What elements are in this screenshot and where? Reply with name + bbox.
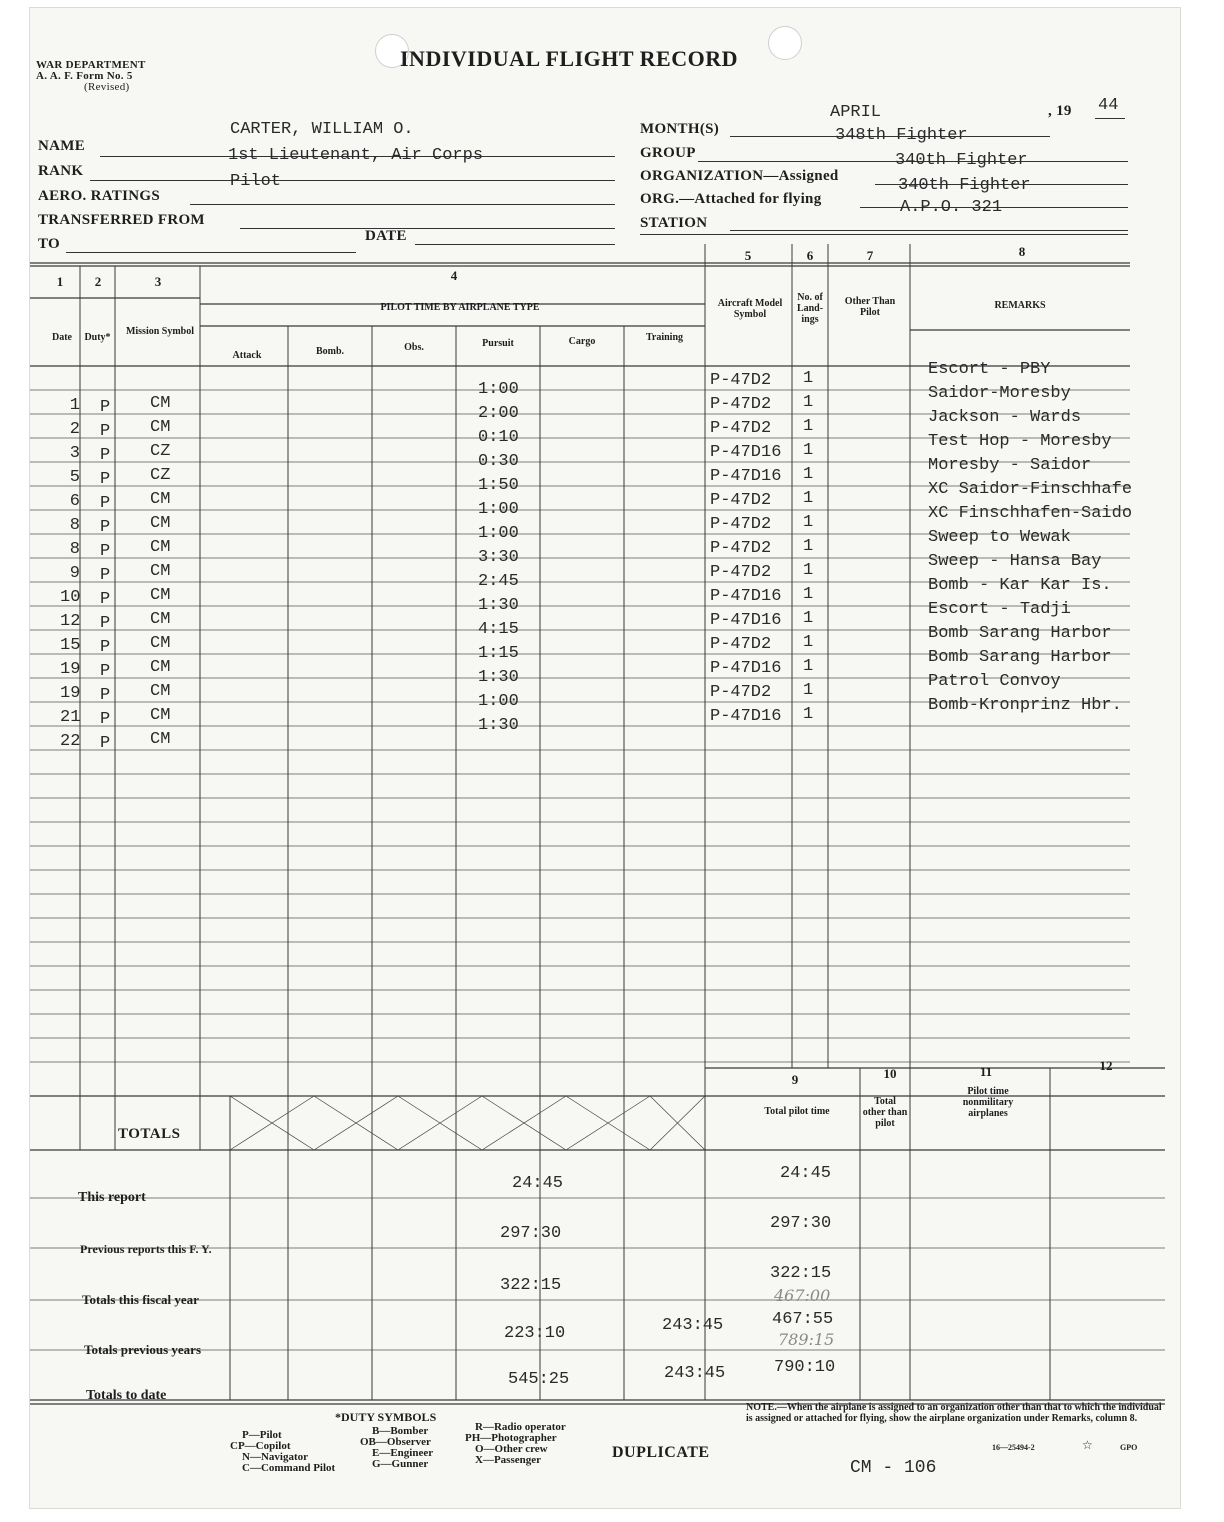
row-pursuit: 1:00 [478, 692, 519, 711]
row-aircraft: P-47D2 [710, 635, 772, 654]
col-number: 12 [1099, 1058, 1113, 1073]
group-value: 348th Fighter [835, 126, 968, 145]
org-attached-label: ORG.—Attached for flying [640, 191, 822, 207]
duplicate-label: DUPLICATE [612, 1444, 710, 1461]
duty-symbol: P—Pilot [242, 1429, 282, 1441]
row-remarks: Escort - PBY [928, 360, 1051, 379]
obs-header: Obs. [404, 342, 424, 353]
transferred-label: TRANSFERRED FROM [38, 212, 205, 228]
pilot-time-header: PILOT TIME BY AIRPLANE TYPE [380, 302, 540, 313]
row-aircraft: P-47D16 [710, 659, 782, 678]
row-landings: 1 [803, 417, 814, 436]
form-grid [30, 8, 1180, 1508]
row-aircraft: P-47D16 [710, 707, 782, 726]
totals-row-label: This report [78, 1190, 146, 1205]
row-duty: P [100, 494, 111, 513]
row-mission: CM [150, 394, 171, 413]
name-value: CARTER, WILLIAM O. [230, 120, 414, 139]
col-number: 5 [744, 248, 752, 263]
duty-symbol: CP—Copilot [230, 1440, 291, 1452]
row-remarks: Sweep - Hansa Bay [928, 552, 1102, 571]
row-mission: CM [150, 634, 171, 653]
row-duty: P [100, 734, 111, 753]
name-label: NAME [38, 138, 86, 154]
gpo-mark: GPO [1120, 1443, 1138, 1452]
row-remarks: Saidor-Moresby [928, 384, 1071, 403]
row-landings: 1 [803, 369, 814, 388]
row-pursuit: 1:00 [478, 380, 519, 399]
ratings-value: Pilot [230, 172, 282, 191]
row-date: 3 [69, 444, 80, 463]
attack-header: Attack [232, 350, 262, 361]
row-mission: CM [150, 658, 171, 677]
row-date: 8 [69, 516, 80, 535]
mission-header: Mission Symbol [125, 326, 195, 337]
totals-pursuit: 322:15 [500, 1276, 562, 1295]
duty-symbol: X—Passenger [475, 1454, 541, 1466]
row-date: 21 [60, 708, 81, 727]
row-mission: CZ [150, 442, 171, 461]
row-aircraft: P-47D2 [710, 515, 772, 534]
org-assigned-value: 340th Fighter [895, 151, 1028, 170]
totals-row-label: Totals this fiscal year [82, 1292, 199, 1307]
bomb-header: Bomb. [315, 346, 345, 357]
row-remarks: Sweep to Wewak [928, 528, 1071, 547]
totals-row-label: Previous reports this F. Y. [80, 1242, 212, 1256]
group-label: GROUP [640, 145, 696, 161]
totals-label: TOTALS [118, 1126, 181, 1142]
row-landings: 1 [803, 465, 814, 484]
row-mission: CM [150, 586, 171, 605]
row-aircraft: P-47D2 [710, 683, 772, 702]
row-duty: P [100, 686, 111, 705]
row-pursuit: 1:15 [478, 644, 519, 663]
ratings-label: AERO. RATINGS [38, 188, 160, 204]
duty-symbol: PH—Photographer [465, 1432, 557, 1444]
date-header: Date [52, 332, 72, 343]
row-duty: P [100, 710, 111, 729]
remarks-header: REMARKS [994, 300, 1046, 311]
row-aircraft: P-47D2 [710, 491, 772, 510]
row-landings: 1 [803, 489, 814, 508]
duty-symbols-col2 [360, 1426, 433, 1470]
row-pursuit: 1:00 [478, 524, 519, 543]
col-number: 3 [154, 274, 162, 289]
total-other-header: Total other than pilot [862, 1096, 908, 1129]
row-remarks: Jackson - Wards [928, 408, 1082, 427]
row-pursuit: 1:00 [478, 500, 519, 519]
row-mission: CM [150, 730, 171, 749]
row-pursuit: 1:50 [478, 476, 519, 495]
row-duty: P [100, 470, 111, 489]
row-pursuit: 2:45 [478, 572, 519, 591]
cargo-header: Cargo [568, 336, 596, 347]
training-header: Training [645, 332, 684, 343]
row-duty: P [100, 542, 111, 561]
row-remarks: Bomb - Kar Kar Is. [928, 576, 1112, 595]
totals-pilot-time: 297:30 [770, 1214, 832, 1233]
totals-pursuit: 545:25 [508, 1370, 570, 1389]
row-landings: 1 [803, 705, 814, 724]
row-landings: 1 [803, 681, 814, 700]
totals-training: 243:45 [664, 1364, 726, 1383]
col-number: 6 [806, 248, 814, 263]
row-aircraft: P-47D2 [710, 563, 772, 582]
totals-pursuit: 24:45 [512, 1174, 564, 1193]
row-pursuit: 1:30 [478, 596, 519, 615]
duty-symbol: O—Other crew [475, 1443, 548, 1455]
date-label: DATE [365, 228, 407, 244]
row-date: 9 [69, 564, 80, 583]
row-landings: 1 [803, 561, 814, 580]
row-date: 19 [60, 660, 81, 679]
row-duty: P [100, 590, 111, 609]
row-date: 1 [69, 396, 80, 415]
row-duty: P [100, 422, 111, 441]
row-duty: P [100, 398, 111, 417]
rank-value: 1st Lieutenant, Air Corps [228, 146, 484, 165]
row-pursuit: 1:30 [478, 716, 519, 735]
col-number: 11 [979, 1064, 993, 1079]
row-date: 2 [69, 420, 80, 439]
row-mission: CM [150, 682, 171, 701]
station-label: STATION [640, 215, 708, 231]
row-pursuit: 2:00 [478, 404, 519, 423]
row-remarks: Bomb-Kronprinz Hbr. [928, 696, 1122, 715]
col-number: 7 [866, 248, 874, 263]
row-remarks: Test Hop - Moresby [928, 432, 1112, 451]
landings-header: No. of Land-ings [796, 292, 824, 325]
row-mission: CM [150, 514, 171, 533]
flight-record-sheet [30, 8, 1180, 1508]
row-pursuit: 0:10 [478, 428, 519, 447]
row-aircraft: P-47D16 [710, 443, 782, 462]
month-label: MONTH(S) [640, 121, 720, 137]
col-number: 2 [94, 274, 102, 289]
row-pursuit: 1:30 [478, 668, 519, 687]
duty-symbols-title: *DUTY SYMBOLS [335, 1410, 437, 1424]
duty-symbol: OB—Observer [360, 1436, 431, 1448]
duty-symbol: B—Bomber [372, 1425, 429, 1437]
row-date: 8 [69, 540, 80, 559]
aircraft-header: Aircraft Model Symbol [717, 298, 783, 320]
to-label: TO [38, 236, 61, 252]
org-assigned-label: ORGANIZATION—Assigned [640, 168, 839, 184]
row-mission: CM [150, 562, 171, 581]
row-landings: 1 [803, 633, 814, 652]
totals-pursuit: 297:30 [500, 1224, 562, 1243]
row-mission: CM [150, 610, 171, 629]
duty-symbol: N—Navigator [242, 1451, 308, 1463]
totals-training: 243:45 [662, 1316, 724, 1335]
row-date: 22 [60, 732, 81, 751]
row-aircraft: P-47D2 [710, 395, 772, 414]
row-aircraft: P-47D2 [710, 539, 772, 558]
row-aircraft: P-47D16 [710, 467, 782, 486]
row-mission: CM [150, 538, 171, 557]
row-pursuit: 4:15 [478, 620, 519, 639]
row-landings: 1 [803, 609, 814, 628]
document-stamp: CM - 106 [850, 1458, 937, 1478]
form-number: A. A. F. Form No. 5 [36, 70, 133, 82]
row-duty: P [100, 614, 111, 633]
org-attached-value: 340th Fighter [898, 176, 1031, 195]
row-landings: 1 [803, 441, 814, 460]
row-landings: 1 [803, 585, 814, 604]
row-date: 6 [69, 492, 80, 511]
pursuit-header: Pursuit [482, 338, 514, 349]
rank-label: RANK [38, 163, 84, 179]
year-prefix: , 19 [1048, 103, 1072, 119]
row-date: 12 [60, 612, 81, 631]
row-aircraft: P-47D2 [710, 419, 772, 438]
row-pursuit: 0:30 [478, 452, 519, 471]
row-landings: 1 [803, 657, 814, 676]
col-number: 4 [450, 268, 458, 283]
duty-symbol: R—Radio operator [475, 1421, 566, 1433]
row-remarks: XC Saidor-Finschhafe [928, 480, 1133, 499]
row-mission: CM [150, 418, 171, 437]
month-value: APRIL [830, 103, 882, 122]
totals-pursuit: 223:10 [504, 1324, 566, 1343]
row-aircraft: P-47D2 [710, 371, 772, 390]
row-mission: CZ [150, 466, 171, 485]
duty-symbol: G—Gunner [372, 1458, 429, 1470]
department-line: WAR DEPARTMENT [36, 59, 146, 71]
row-remarks: Bomb Sarang Harbor [928, 648, 1112, 667]
row-landings: 1 [803, 537, 814, 556]
total-pilot-header: Total pilot time [764, 1106, 830, 1117]
row-remarks: Moresby - Saidor [928, 456, 1092, 475]
row-duty: P [100, 638, 111, 657]
other-header: Other Than Pilot [844, 296, 896, 318]
row-landings: 1 [803, 393, 814, 412]
totals-row-label: Totals to date [86, 1388, 167, 1403]
totals-pilot-time: 24:45 [780, 1164, 832, 1183]
totals-pilot-time: 790:10 [774, 1358, 836, 1377]
organization-note: NOTE.—When the airplane is assigned to an organization other than that to which the individual is assigned or attached for flying, show the airplane organization under Remarks, column 8. [746, 1402, 1162, 1424]
row-mission: CM [150, 706, 171, 725]
row-aircraft: P-47D16 [710, 587, 782, 606]
row-landings: 1 [803, 513, 814, 532]
row-pursuit: 3:30 [478, 548, 519, 567]
duty-symbol: E—Engineer [372, 1447, 434, 1459]
print-code: 16—25494-2 [992, 1443, 1035, 1452]
nonmilitary-header: Pilot time nonmilitary airplanes [962, 1086, 1014, 1119]
row-aircraft: P-47D16 [710, 611, 782, 630]
row-duty: P [100, 662, 111, 681]
col-number: 10 [883, 1066, 897, 1081]
row-duty: P [100, 446, 111, 465]
station-value: A.P.O. 321 [900, 198, 1003, 217]
row-duty: P [100, 518, 111, 537]
row-remarks: Escort - Tadji [928, 600, 1071, 619]
row-duty: P [100, 566, 111, 585]
row-date: 5 [69, 468, 80, 487]
duty-header: Duty* [84, 332, 111, 343]
handwritten-note: 789:15 [778, 1330, 835, 1349]
handwritten-note: 467:00 [774, 1286, 831, 1305]
row-date: 19 [60, 684, 81, 703]
star-icon: ☆ [1082, 1438, 1093, 1452]
row-date: 10 [60, 588, 81, 607]
row-remarks: Bomb Sarang Harbor [928, 624, 1112, 643]
col-number: 8 [1018, 244, 1026, 259]
totals-pilot-time: 467:55 [772, 1310, 834, 1329]
totals-row-label: Totals previous years [84, 1342, 202, 1357]
form-title: INDIVIDUAL FLIGHT RECORD [400, 46, 738, 71]
row-date: 15 [60, 636, 81, 655]
totals-pilot-time: 322:15 [770, 1264, 832, 1283]
row-remarks: Patrol Convoy [928, 672, 1061, 691]
duty-symbols-col1 [230, 1430, 335, 1474]
row-mission: CM [150, 490, 171, 509]
col-number: 1 [56, 274, 64, 289]
row-remarks: XC Finschhafen-Saido [928, 504, 1133, 523]
col-number: 9 [791, 1072, 799, 1087]
year-value: 44 [1098, 96, 1119, 115]
form-revised: (Revised) [84, 81, 130, 93]
duty-symbol: C—Command Pilot [242, 1462, 336, 1474]
duty-symbols-col3 [465, 1422, 566, 1466]
